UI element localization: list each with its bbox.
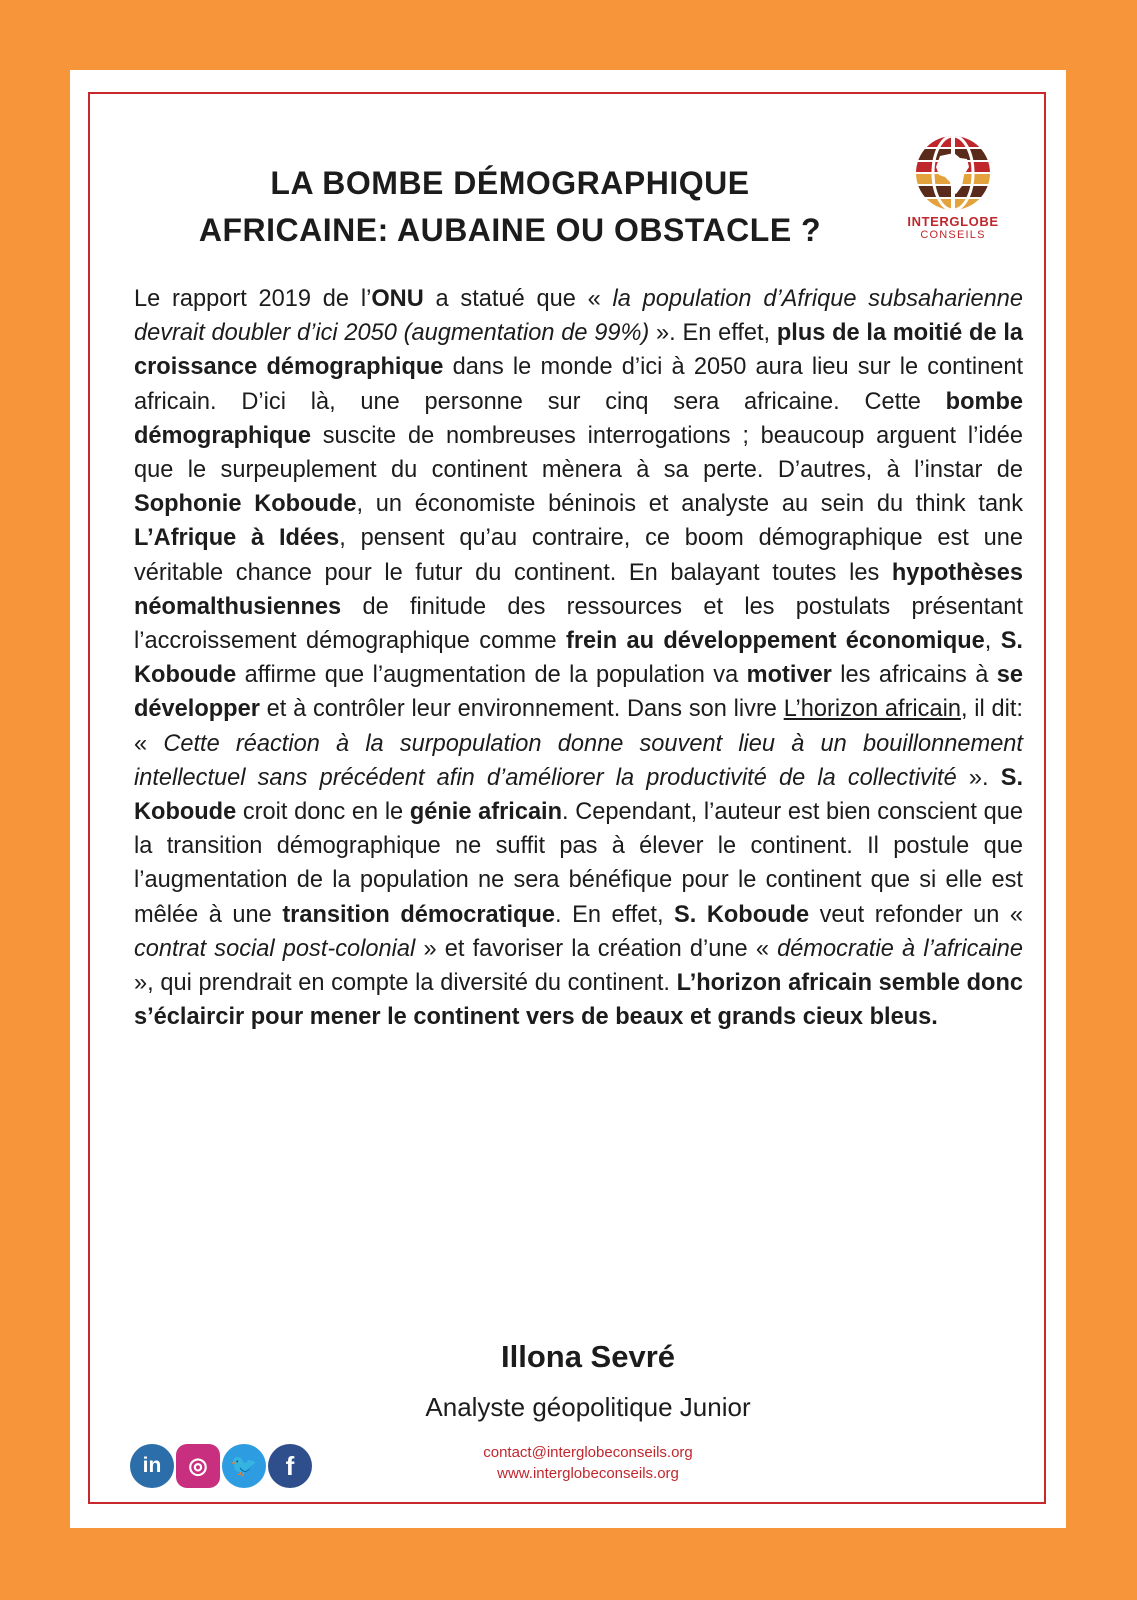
body-text: , pensent qu’au contraire, ce boom démographique est une véritable chance pour le futur du continent. En balayant toutes les bbox=[134, 525, 1024, 586]
body-text: suscite de nombreuses interrogations ; beaucoup arguent l’idée que le surpeuplement du continent mènera à sa perte. D’autres, à l’instar de bbox=[134, 422, 1023, 484]
body-text: a statué que « bbox=[423, 286, 613, 312]
body-bold: transition démocratique bbox=[282, 901, 556, 928]
linkedin-icon[interactable]: in bbox=[130, 1444, 174, 1488]
body-bold: L’Afrique à Idées bbox=[134, 525, 340, 552]
title-line-2: AFRICAINE: AUBAINE OU OBSTACLE ? bbox=[198, 212, 822, 248]
document-card bbox=[70, 70, 1066, 1528]
body-text: de finitude des ressources et les postulats présentant l’accroissement démographique comme bbox=[134, 593, 1023, 655]
body-text: Le rapport 2019 de l’ bbox=[134, 286, 372, 312]
body-text: affirme que l’augmentation de la population va bbox=[236, 662, 747, 689]
body-text: les africains à bbox=[831, 662, 997, 689]
body-text: veut refonder un « bbox=[809, 901, 1023, 928]
contact-website[interactable]: www.interglobeconseils.org bbox=[497, 1465, 679, 1482]
body-text: croit donc en le bbox=[236, 799, 410, 826]
body-bold: S. Koboude bbox=[134, 764, 1023, 826]
red-frame bbox=[88, 92, 1046, 1504]
body-text: ». bbox=[956, 764, 1001, 791]
logo-name: INTERGLOBE bbox=[907, 214, 999, 229]
body-text: et à contrôler leur environnement. Dans son livre bbox=[259, 696, 784, 723]
body-text: » et favoriser la création d’une « bbox=[415, 935, 778, 962]
body-bold: Sophonie Koboude bbox=[134, 491, 357, 518]
logo-subtitle: CONSEILS bbox=[920, 229, 986, 241]
body-bold: ONU bbox=[371, 286, 424, 312]
author-role: Analyste géopolitique Junior bbox=[425, 1392, 751, 1422]
body-text: , bbox=[984, 628, 1001, 655]
page-title bbox=[130, 160, 890, 254]
body-bold: bombe démographique bbox=[134, 388, 1023, 449]
body-italic: démocratie à l’africaine bbox=[777, 935, 1023, 962]
instagram-icon[interactable]: ◎ bbox=[176, 1444, 220, 1488]
contact-email[interactable]: contact@interglobeconseils.org bbox=[483, 1444, 693, 1461]
body-text: dans le monde d’ici à 2050 aura lieu sur le continent africain. D’ici là, une personne sur cinq sera africaine. Cette bbox=[134, 354, 1023, 415]
body-bold: frein au développement économique bbox=[566, 628, 985, 655]
facebook-icon[interactable]: f bbox=[268, 1444, 312, 1488]
interglobe-logo bbox=[893, 134, 1013, 252]
author-name: Illona Sevré bbox=[500, 1339, 676, 1374]
body-text: », qui prendrait en compte la diversité du continent. bbox=[134, 970, 677, 997]
body-bold: S. Koboude bbox=[134, 628, 1023, 689]
title-line-1: LA BOMBE DÉMOGRAPHIQUE bbox=[270, 165, 750, 201]
body-bold: se développer bbox=[134, 662, 1023, 723]
body-bold: plus de la moitié de la croissance démographique bbox=[134, 320, 1023, 381]
body-italic: contrat social post-colonial bbox=[134, 935, 416, 962]
body-bold: génie africain bbox=[409, 799, 563, 826]
body-text: ». En effet, bbox=[649, 320, 777, 347]
twitter-icon[interactable]: 🐦 bbox=[222, 1444, 266, 1488]
body-text: . En effet, bbox=[555, 901, 675, 928]
article-body bbox=[134, 282, 1023, 1034]
body-bold: S. Koboude bbox=[674, 901, 810, 928]
body-italic: Cette réaction à la surpopulation donne souvent lieu à un bouillonnement intellectuel sans précédent afin d’améliorer la productivité de la collectivité bbox=[134, 730, 1023, 791]
book-title: L’horizon africain bbox=[783, 696, 961, 723]
body-text: , il dit: « bbox=[134, 696, 1023, 757]
body-bold: motiver bbox=[746, 662, 832, 689]
body-text: . Cependant, l’auteur est bien conscient que la transition démographique ne suffit pas à élever le continent. Il postule que l’augmentation de la population ne sera bénéfique pour le continent que si elle est mêlée à une bbox=[134, 799, 1023, 928]
body-bold: hypothèses néomalthusiennes bbox=[134, 559, 1023, 620]
body-text: , un économiste béninois et analyste au sein du think tank bbox=[356, 491, 1024, 518]
body-italic: la population d’Afrique subsaharienne devrait doubler d’ici 2050 (augmentation de 99%) bbox=[134, 286, 1023, 347]
globe-africa-icon bbox=[914, 134, 992, 212]
body-conclusion: L’horizon africain semble donc s’éclaircir pour mener le continent vers de beaux et grands cieux bleus. bbox=[134, 970, 1024, 1031]
